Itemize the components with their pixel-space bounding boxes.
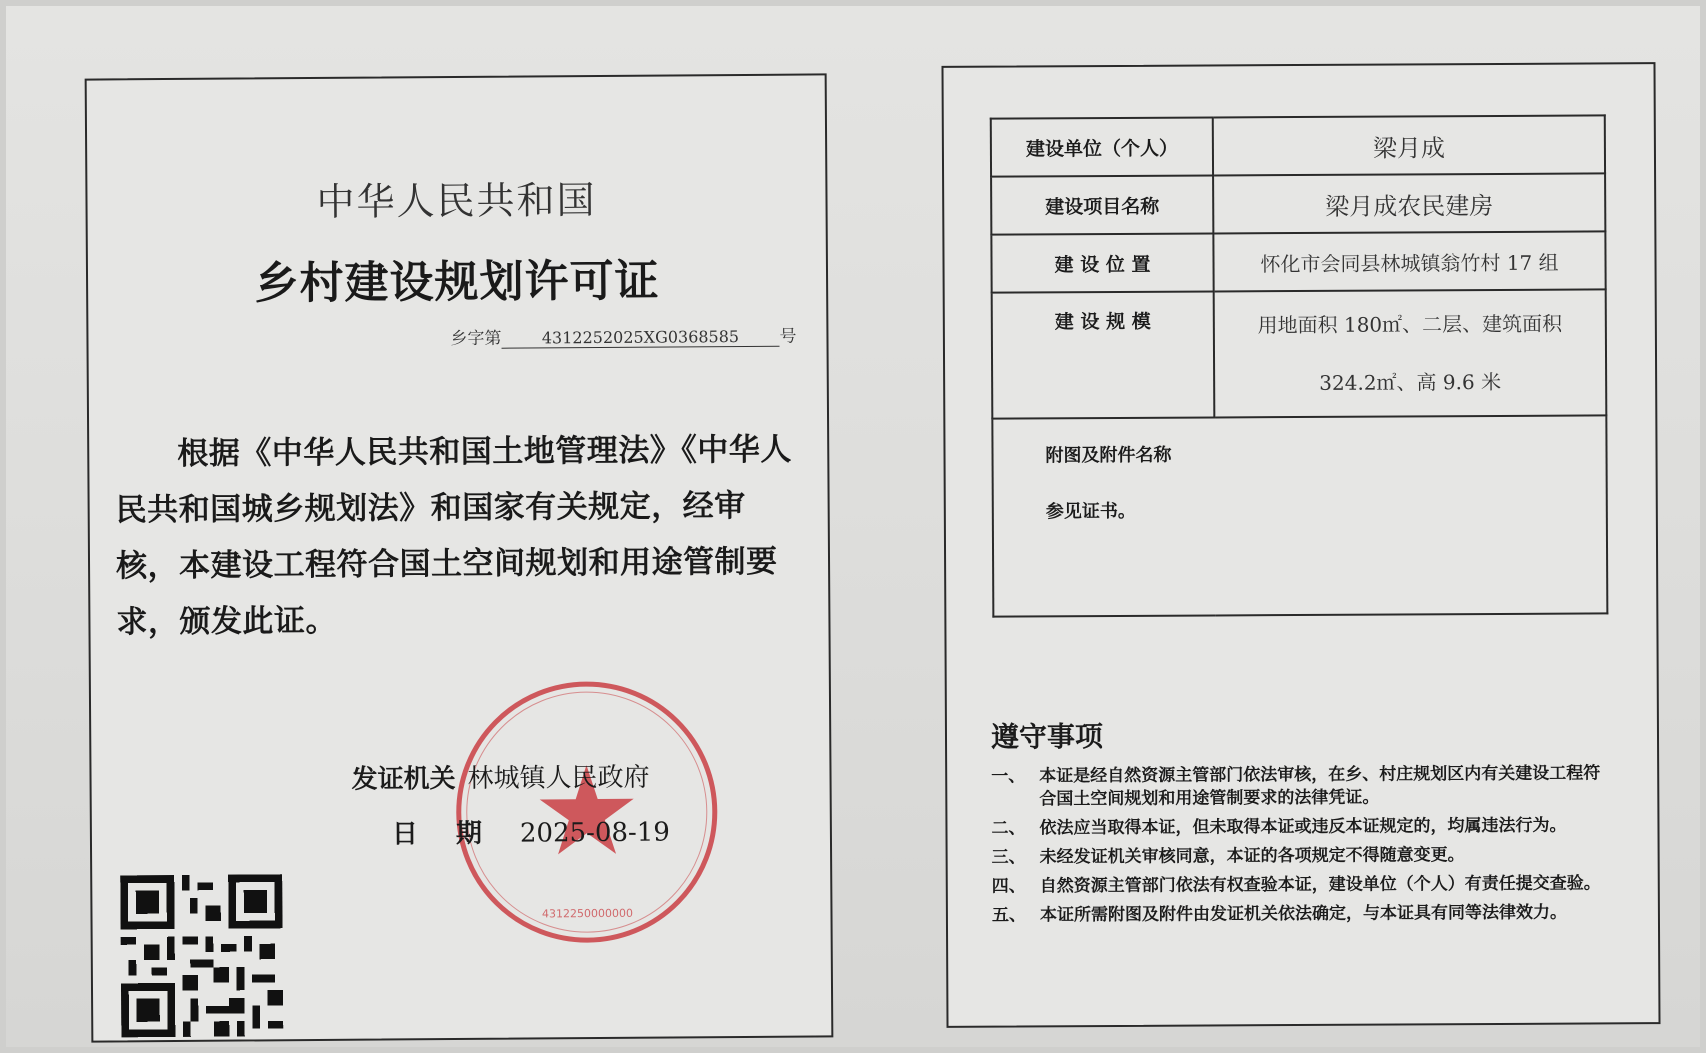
- row-label: 建 设 位 置: [991, 233, 1213, 292]
- notice-title: 遵守事项: [990, 720, 1104, 754]
- rule-text: 依法应当取得本证，但未取得本证或违反本证规定的，均属违法行为。: [1039, 815, 1567, 839]
- country-name: 中华人民共和国: [316, 178, 597, 224]
- row-value: 梁月成: [1213, 115, 1605, 175]
- serial-prefix: 乡字第: [450, 328, 502, 350]
- table-row: [992, 289, 1607, 418]
- svg-text:4312250000000: 4312250000000: [541, 906, 634, 921]
- certificate-details-page: [941, 62, 1660, 1028]
- row-value: 梁月成农民建房: [1213, 173, 1605, 233]
- scale-line-2: 324.2㎡、高 9.6 米: [1319, 369, 1502, 395]
- date-value: 2025-08-19: [519, 817, 670, 849]
- attachment-label: 附图及附件名称: [1045, 444, 1172, 467]
- list-item: [992, 872, 1612, 898]
- scale-value: [1214, 289, 1607, 417]
- serial-number-line: [450, 322, 796, 349]
- scale-label: 建 设 规 模: [992, 291, 1215, 418]
- list-item: [992, 843, 1612, 869]
- list-item: [991, 814, 1611, 840]
- paper-background: [6, 6, 1700, 1047]
- details-table: [990, 114, 1609, 617]
- qr-code-icon: [120, 874, 283, 1037]
- list-item: [992, 901, 1612, 927]
- rule-number: 三、: [991, 847, 1026, 868]
- issuer-value: 林城镇人民政府: [467, 762, 650, 794]
- document-title: 乡村建设规划许可证: [254, 255, 660, 310]
- date-label: 日期: [391, 818, 521, 850]
- rule-number: 五、: [991, 905, 1026, 926]
- attachment-cell: [992, 415, 1607, 616]
- row-label: 建设单位（个人）: [991, 117, 1213, 176]
- rule-text: 本证是经自然资源主管部门依法审核，在乡、村庄规划区内有关建设工程符合国土空间规划和用途管制要求的法律凭证。: [1039, 763, 1601, 810]
- rule-text: 自然资源主管部门依法有权查验本证，建设单位（个人）有责任提交查验。: [1039, 873, 1601, 897]
- row-value: 怀化市会同县林城镇翁竹村 17 组: [1213, 231, 1605, 291]
- issue-date-line: [392, 812, 670, 851]
- certificate-body-text: 根据《中华人民共和国土地管理法》《中华人民共和国城乡规划法》和国家有关规定，经审核，本建设工程符合国土空间规划和用途管制要求，颁发此证。: [115, 431, 792, 641]
- list-item: [991, 762, 1611, 811]
- issuer-line: [351, 757, 649, 796]
- certificate-front-page: [85, 73, 834, 1042]
- table-row: [991, 173, 1605, 234]
- attachment-note: 参见证书。: [1045, 500, 1136, 523]
- serial-number: 4312252025XG0368585: [501, 327, 779, 349]
- rule-text: 本证所需附图及附件由发证机关依法确定，与本证具有同等法律效力。: [1039, 902, 1567, 926]
- rule-number: 一、: [991, 766, 1026, 787]
- rule-text: 未经发证机关审核同意，本证的各项规定不得随意变更。: [1039, 845, 1465, 868]
- scale-line-1: 用地面积 180㎡、二层、建筑面积: [1257, 311, 1563, 338]
- row-label: 建设项目名称: [991, 175, 1213, 234]
- issuer-label: 发证机关: [351, 764, 456, 795]
- serial-suffix: 号: [779, 326, 797, 347]
- table-row: [991, 115, 1605, 176]
- rule-number: 二、: [991, 818, 1026, 839]
- rules-list: [991, 762, 1612, 933]
- table-row: [992, 415, 1607, 616]
- rule-number: 四、: [991, 876, 1026, 897]
- table-row: [991, 231, 1605, 292]
